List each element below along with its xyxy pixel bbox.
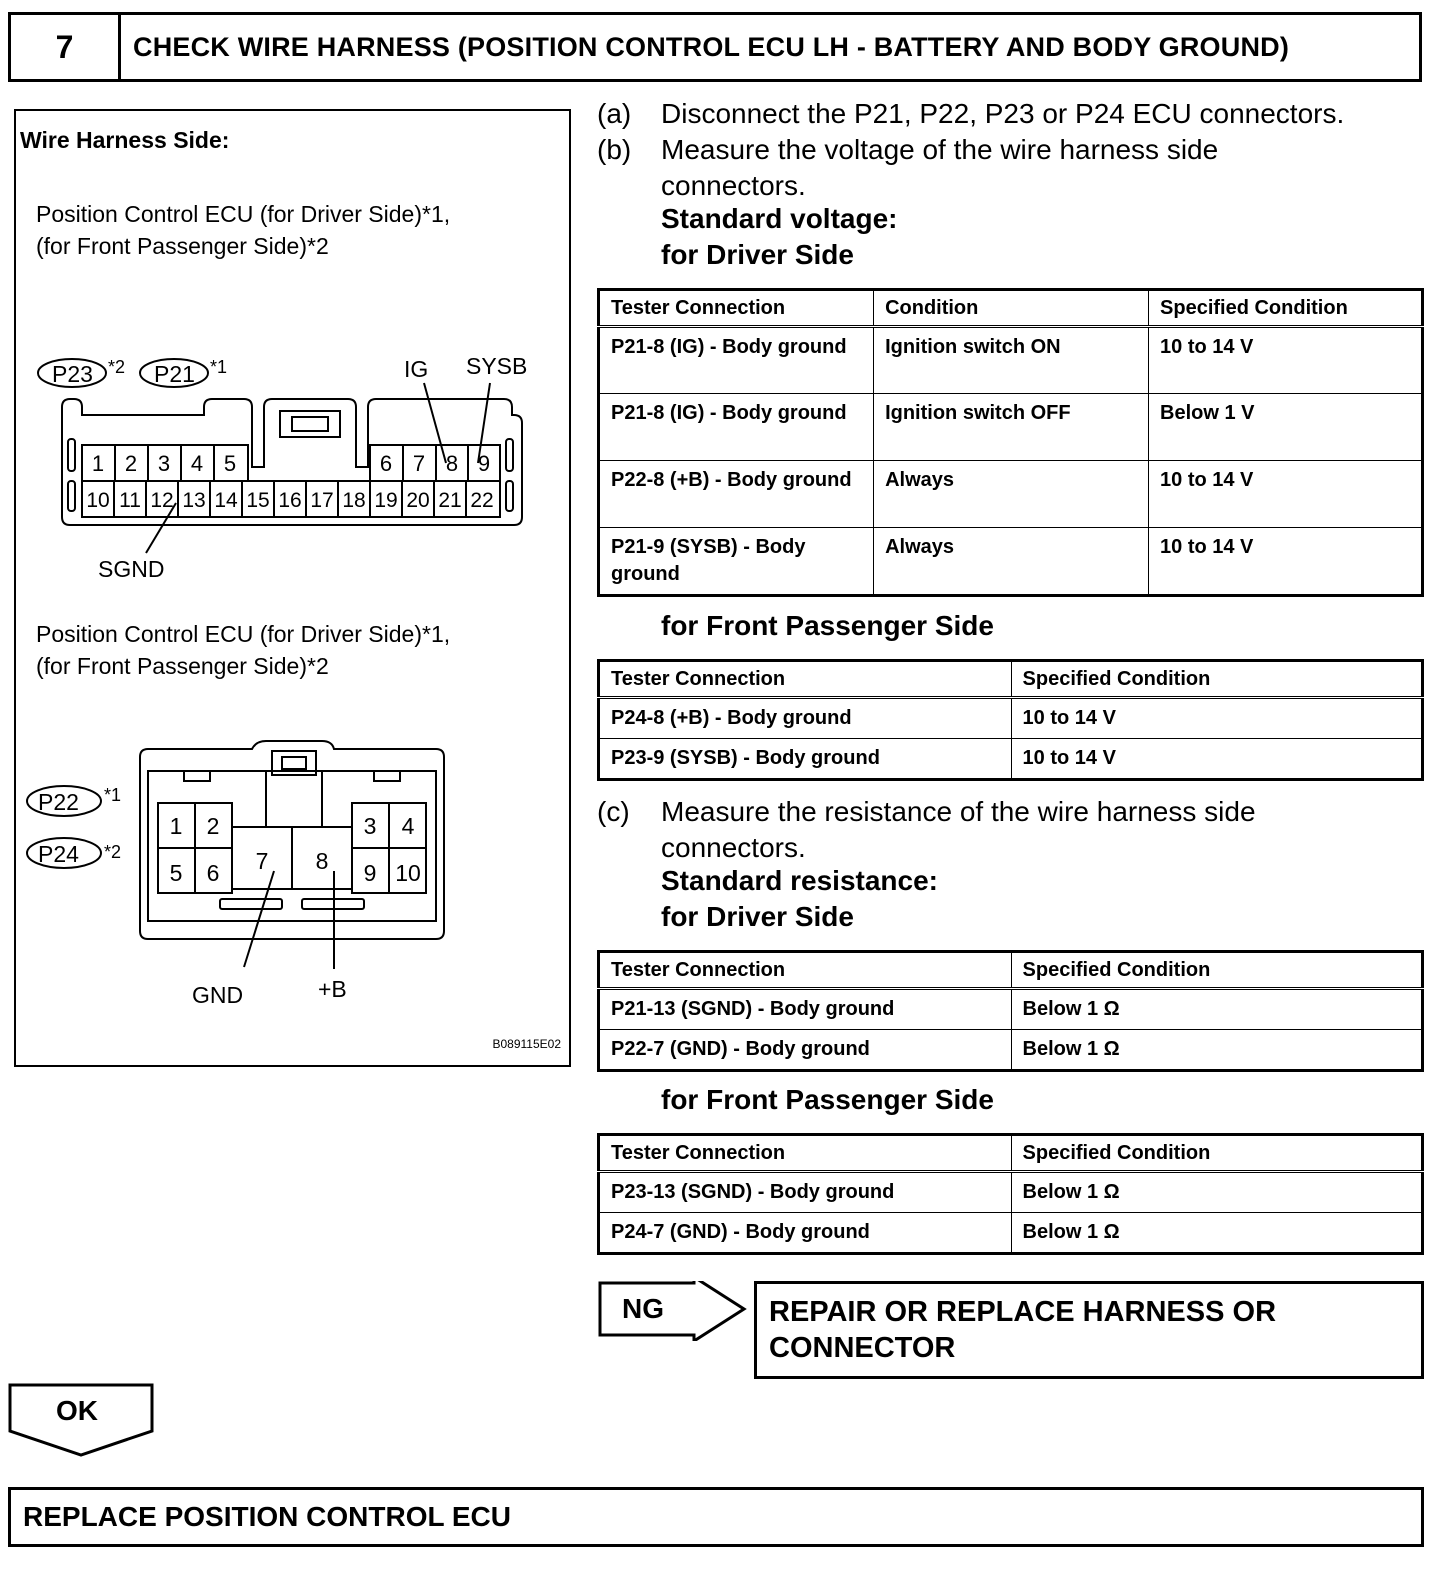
instruction-b-text-line2: connectors. — [661, 170, 806, 201]
connector1-pin-label: 2 — [124, 451, 138, 476]
connector1-pin-label: 22 — [470, 489, 494, 512]
table-cell: Below 1 Ω — [1011, 1172, 1422, 1213]
connector1-label-ig: IG — [404, 356, 429, 382]
connector1-pin-label: 8 — [445, 451, 459, 476]
resistance-driver-heading: for Driver Side — [661, 901, 854, 932]
connector1-pin-label: 15 — [246, 489, 270, 512]
table-header: Specified Condition — [1149, 290, 1423, 327]
connector2-caption-line2: (for Front Passenger Side)*2 — [36, 653, 329, 679]
ok-label: OK — [56, 1395, 98, 1426]
connector1-tag-b-note: *1 — [210, 357, 228, 377]
next-step-box — [8, 1487, 1424, 1547]
connector1-pin-label: 6 — [379, 451, 393, 476]
connector1-pin-label: 13 — [182, 489, 206, 512]
table-cell: P21-8 (IG) - Body ground — [599, 327, 874, 394]
table-header: Specified Condition — [1011, 952, 1422, 989]
connector1-pin-label: 17 — [310, 489, 334, 512]
connector1-label-sysb: SYSB — [466, 353, 528, 379]
table-cell: 10 to 14 V — [1149, 528, 1423, 596]
voltage-passenger-heading: for Front Passenger Side — [661, 610, 994, 641]
table-row — [599, 1172, 1423, 1213]
connector2-pin-label: 10 — [395, 860, 421, 886]
instruction-c-text-line2: connectors. — [661, 832, 806, 863]
ng-arrow-icon — [598, 1281, 748, 1341]
voltage-driver-table — [597, 288, 1424, 597]
resistance-passenger-heading: for Front Passenger Side — [661, 1084, 994, 1115]
connector1-latch — [280, 411, 340, 437]
table-header: Specified Condition — [1011, 661, 1422, 698]
table-cell: Below 1 Ω — [1011, 989, 1422, 1030]
connector2-tag-a-note: *1 — [104, 785, 122, 805]
connector1-pin-label: 5 — [223, 451, 237, 476]
connector2-pin-label: 7 — [255, 848, 269, 874]
connector2-pin-label: 1 — [169, 813, 183, 839]
instruction-b-label: (b) — [597, 134, 632, 165]
step-header — [8, 12, 1422, 82]
connector1-tag-b: P21 — [154, 361, 195, 387]
table-row — [599, 989, 1423, 1030]
connector1-pin-label: 21 — [438, 489, 462, 512]
table-header: Tester Connection — [599, 952, 1012, 989]
connector2-pin-label: 8 — [315, 848, 329, 874]
standard-voltage-heading: Standard voltage: — [661, 203, 898, 234]
connector2-caption-line1: Position Control ECU (for Driver Side)*1, — [36, 621, 451, 647]
table-row — [599, 1213, 1423, 1254]
connector1-pin-label: 14 — [214, 489, 238, 512]
connector2-tag-a: P22 — [38, 789, 79, 815]
table-cell: P22-7 (GND) - Body ground — [599, 1030, 1012, 1071]
connector1-tag-a: P23 — [52, 361, 93, 387]
voltage-driver-heading: for Driver Side — [661, 239, 854, 270]
table-cell: Below 1 Ω — [1011, 1213, 1422, 1254]
connector1-label-sgnd: SGND — [98, 556, 165, 582]
ng-label: NG — [622, 1293, 664, 1324]
standard-resistance-heading: Standard resistance: — [661, 865, 938, 896]
connector1-tag-a-note: *2 — [108, 357, 126, 377]
figure-heading: Wire Harness Side: — [20, 127, 230, 153]
table-header: Tester Connection — [599, 290, 874, 327]
table-header: Tester Connection — [599, 1135, 1012, 1172]
ok-result — [8, 1383, 158, 1464]
connector1-pin-label: 4 — [190, 451, 204, 476]
connector2-pin-label: 3 — [363, 813, 377, 839]
table-cell: P23-13 (SGND) - Body ground — [599, 1172, 1012, 1213]
table-cell: Below 1 V — [1149, 394, 1423, 461]
connector2-label-gnd: GND — [192, 982, 244, 1008]
table-cell: Always — [874, 461, 1149, 528]
table-row — [599, 528, 1423, 596]
connector2-tag-b: P24 — [38, 841, 79, 867]
table-cell: Below 1 Ω — [1011, 1030, 1422, 1071]
connector-figure — [14, 109, 571, 1067]
table-cell: 10 to 14 V — [1011, 739, 1422, 780]
table-row — [599, 1030, 1423, 1071]
connector1-pin-label: 1 — [91, 451, 105, 476]
table-cell: P23-9 (SYSB) - Body ground — [599, 739, 1012, 780]
table-cell: P21-9 (SYSB) - Body ground — [599, 528, 874, 596]
connector1-pin-label: 20 — [406, 489, 430, 512]
connector2-pin-label: 6 — [206, 860, 220, 886]
table-row — [599, 739, 1423, 780]
instruction-c-label: (c) — [597, 796, 630, 827]
table-cell: 10 to 14 V — [1149, 461, 1423, 528]
instruction-a-label: (a) — [597, 98, 632, 129]
table-cell: 10 to 14 V — [1011, 698, 1422, 739]
connector1-pin-label: 9 — [477, 451, 491, 476]
table-cell: 10 to 14 V — [1149, 327, 1423, 394]
table-row — [599, 394, 1423, 461]
connector2-drawing — [27, 741, 444, 969]
connector1-pin-label: 18 — [342, 489, 366, 512]
table-cell: Ignition switch ON — [874, 327, 1149, 394]
table-header: Condition — [874, 290, 1149, 327]
table-cell: P21-13 (SGND) - Body ground — [599, 989, 1012, 1030]
connector-diagram — [16, 111, 573, 1069]
table-row — [599, 698, 1423, 739]
connector1-pin-label: 10 — [86, 489, 110, 512]
table-cell: P21-8 (IG) - Body ground — [599, 394, 874, 461]
table-cell: P24-7 (GND) - Body ground — [599, 1213, 1012, 1254]
connector2-pin-label: 5 — [169, 860, 183, 886]
connector1-top-pins — [92, 451, 490, 476]
table-cell: Always — [874, 528, 1149, 596]
connector1-pin-label: 3 — [157, 451, 171, 476]
ng-action-line1: REPAIR OR REPLACE HARNESS OR — [769, 1296, 1277, 1328]
connector2-pin-label: 2 — [206, 813, 220, 839]
connector1-caption-line1: Position Control ECU (for Driver Side)*1, — [36, 201, 451, 227]
table-row — [599, 327, 1423, 394]
table-header: Specified Condition — [1011, 1135, 1422, 1172]
figure-code: B089115E02 — [492, 1037, 561, 1051]
step-number: 7 — [11, 15, 121, 79]
ng-result — [598, 1281, 748, 1346]
connector2-label-b: +B — [318, 976, 347, 1002]
ng-action-box — [754, 1281, 1424, 1379]
connector1-pin-label: 7 — [412, 451, 426, 476]
resistance-driver-table — [597, 950, 1424, 1072]
connector2-tag-b-note: *2 — [104, 842, 122, 862]
leader-gnd — [244, 871, 274, 967]
connector1-pin-label: 11 — [119, 489, 141, 512]
step-title: CHECK WIRE HARNESS (POSITION CONTROL ECU LH - BATTERY AND BODY GROUND) — [133, 31, 1290, 62]
table-cell: Ignition switch OFF — [874, 394, 1149, 461]
table-row — [599, 461, 1423, 528]
connector2-pin-label: 4 — [401, 813, 415, 839]
next-step-text: REPLACE POSITION CONTROL ECU — [23, 1501, 511, 1532]
resistance-passenger-table — [597, 1133, 1424, 1255]
connector2-pin-label: 9 — [363, 860, 377, 886]
table-header: Tester Connection — [599, 661, 1012, 698]
table-cell: P24-8 (+B) - Body ground — [599, 698, 1012, 739]
connector1-pin-label: 12 — [150, 489, 174, 512]
instruction-b-text-line1: Measure the voltage of the wire harness side — [661, 134, 1219, 165]
instruction-c-text-line1: Measure the resistance of the wire harness side — [661, 796, 1256, 827]
ng-action-line2: CONNECTOR — [769, 1332, 956, 1364]
table-cell: P22-8 (+B) - Body ground — [599, 461, 874, 528]
instruction-a-text: Disconnect the P21, P22, P23 or P24 ECU connectors. — [661, 98, 1345, 129]
connector2-pins — [170, 813, 421, 886]
connector1-caption-line2: (for Front Passenger Side)*2 — [36, 233, 329, 259]
connector1-bottom-pins — [86, 489, 493, 512]
connector1-pin-label: 19 — [374, 489, 398, 512]
connector1-pin-label: 16 — [278, 489, 302, 512]
voltage-passenger-table — [597, 659, 1424, 781]
